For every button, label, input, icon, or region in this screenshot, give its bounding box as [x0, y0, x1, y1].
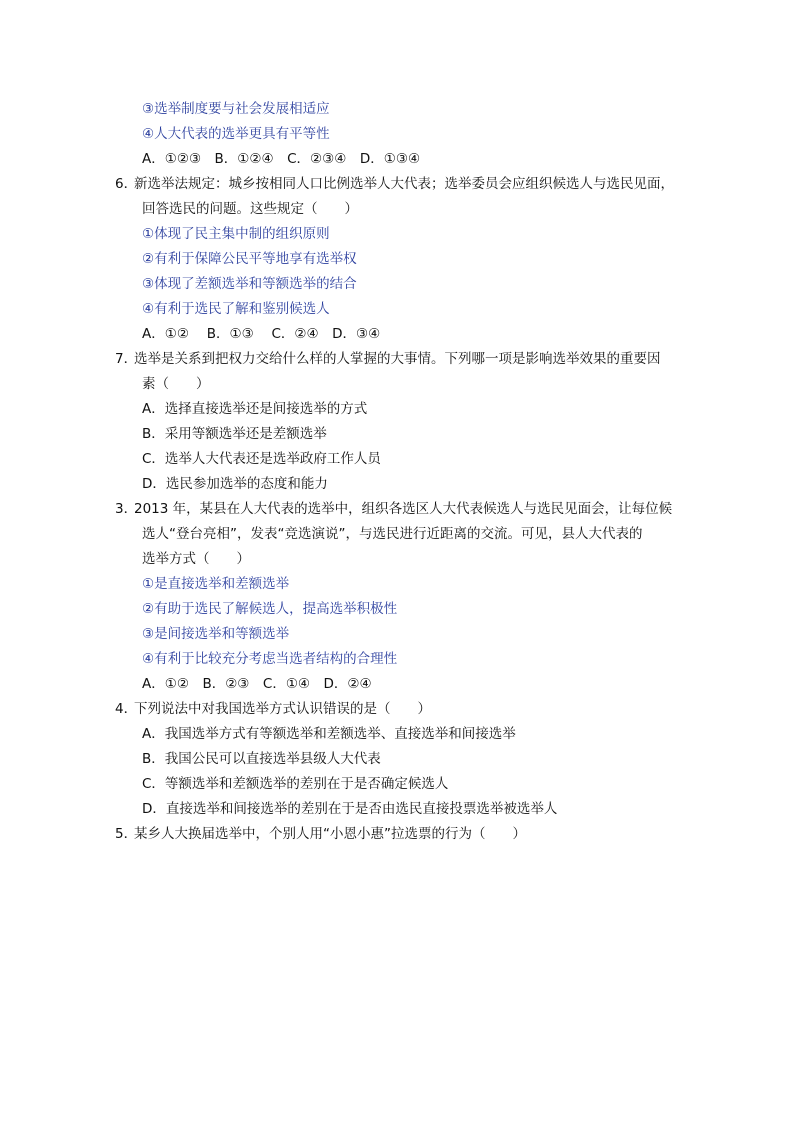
- question-number: 7．: [115, 351, 138, 367]
- answer-choices: A．①② B．①③ C．②④ D．③④: [142, 326, 381, 342]
- option-1: ①是直接选举和差额选举: [142, 576, 290, 592]
- answer-choices: A．①②③ B．①②④ C．②③④ D．①③④: [142, 151, 421, 167]
- option-2: ②有助于选民了解候选人，提高选举积极性: [142, 601, 398, 617]
- choice-a: A．选择直接选举还是间接选举的方式: [142, 401, 368, 417]
- choice-c: C．选举人大代表还是选举政府工作人员: [142, 451, 381, 467]
- question-stem: 选举是关系到把权力交给什么样的人掌握的大事情。下列哪一项是影响选举效果的重要因: [134, 351, 661, 367]
- question-stem: 下列说法中对我国选举方式认识错误的是（ ）: [134, 701, 431, 717]
- question-number: 5．: [115, 826, 138, 842]
- option-4: ④人大代表的选举更具有平等性: [142, 126, 330, 142]
- answer-choices: A．①② B．②③ C．①④ D．②④: [142, 676, 372, 692]
- question-number: 3．: [115, 501, 138, 517]
- choice-d: D．选民参加选举的态度和能力: [142, 476, 328, 492]
- option-3: ③体现了差额选举和等额选举的结合: [142, 276, 357, 292]
- question-stem-cont: 回答选民的问题。这些规定（ ）: [142, 201, 358, 217]
- choice-c: C．等额选举和差额选举的差别在于是否确定候选人: [142, 776, 449, 792]
- question-stem-cont: 素（ ）: [142, 376, 210, 392]
- option-4: ④有利于比较充分考虑当选者结构的合理性: [142, 651, 398, 667]
- option-3: ③选举制度要与社会发展相适应: [142, 101, 330, 117]
- question-stem: 新选举法规定：城乡按相同人口比例选举人大代表；选举委员会应组织候选人与选民见面，: [134, 176, 674, 192]
- option-4: ④有利于选民了解和鉴别候选人: [142, 301, 330, 317]
- option-1: ①体现了民主集中制的组织原则: [142, 226, 330, 242]
- option-2: ②有利于保障公民平等地享有选举权: [142, 251, 357, 267]
- question-stem: 2013 年，某县在人大代表的选举中，组织各选区人大代表候选人与选民见面会，让每位候: [134, 501, 673, 517]
- choice-b: B．采用等额选举还是差额选举: [142, 426, 327, 442]
- question-stem-cont: 选举方式（ ）: [142, 551, 250, 567]
- question-stem-cont: 选人“登台亮相”，发表“竞选演说”，与选民进行近距离的交流。可见，县人大代表的: [142, 526, 643, 542]
- question-number: 6．: [115, 176, 138, 192]
- option-3: ③是间接选举和等额选举: [142, 626, 290, 642]
- choice-b: B．我国公民可以直接选举县级人大代表: [142, 751, 381, 767]
- question-number: 4．: [115, 701, 138, 717]
- choice-d: D．直接选举和间接选举的差别在于是否由选民直接投票选举被选举人: [142, 801, 558, 817]
- question-stem: 某乡人大换届选举中，个别人用“小恩小惠”拉选票的行为（ ）: [134, 826, 526, 842]
- choice-a: A．我国选举方式有等额选举和差额选举、直接选举和间接选举: [142, 726, 516, 742]
